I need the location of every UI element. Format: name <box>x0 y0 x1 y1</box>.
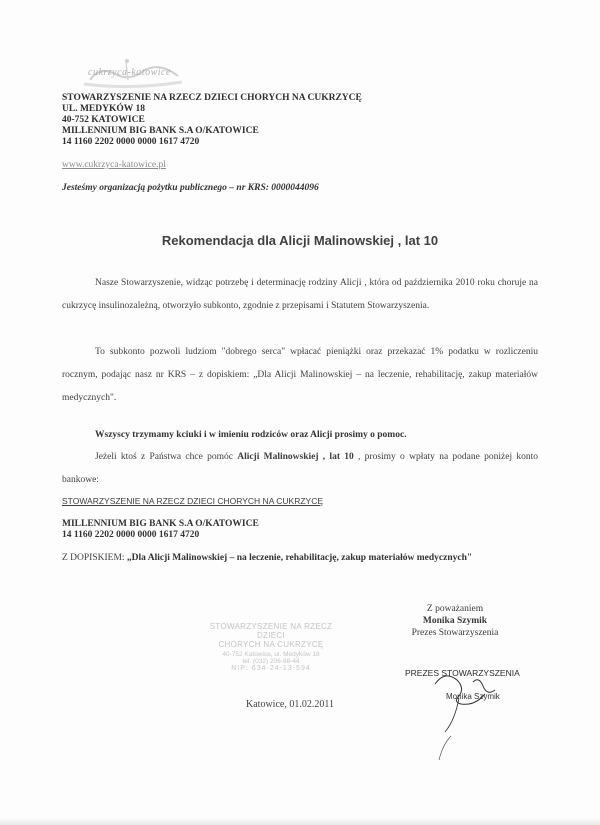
org-bank: MILLENNIUM BIG BANK S.A O/KATOWICE <box>62 126 259 136</box>
letter-title: Rekomendacja dla Alicji Malinowskiej , lat 10 <box>161 233 439 248</box>
logo-text: cukrzyca-katowice <box>88 67 171 78</box>
closing-name: Monika Szymik <box>422 616 488 626</box>
organization-stamp <box>196 622 346 672</box>
paragraph-2: To subkonto pozwoli ludziom "dobrego serca" wpłacać pieniążki oraz przekazać 1% podatku w rozliczeniu rocznym, podając nasz nr KRS – z dopiskiem: „Dla Alicji Malinowskiej – na leczenie, rehabilitację, zakup materiałów medycznych". <box>62 347 538 403</box>
stamp-line-2: CHORYCH NA CUKRZYCĘ <box>218 640 324 649</box>
stamp-line-5: NIP: 634-24-13-594 <box>231 665 311 672</box>
closing-regards: Z poważaniem <box>426 604 484 614</box>
stamp-line-4: tel. (032) 206-98-44 <box>242 658 300 665</box>
org-street: UL. MEDYKÓW 18 <box>62 104 145 114</box>
scan-edge <box>0 817 600 825</box>
handwritten-signature-icon <box>415 640 525 770</box>
paragraph-4-end: , prosimy o wpłaty na podane poniżej konto bankowe: <box>62 452 538 485</box>
bank-details <box>62 519 259 541</box>
bank-account-number: 14 1160 2202 0000 0000 1617 4720 <box>62 530 200 540</box>
paragraph-1: Nasze Stowarzyszenie, widząc potrzebę i determinację rodziny Alicji , która od października 2010 roku choruje na cukrzycę insulinozależną, otworzyło subkonto, zgodnie z przepisami i Statutem Stowarzyszenia. <box>62 278 538 311</box>
closing-role: Prezes Stowarzyszenia <box>411 628 499 638</box>
paragraph-4-child-name: Alicji Malinowskiej , lat 10 <box>237 452 354 462</box>
stamp-line-3: 40-752 Katowice, ul. Medyków 18 <box>222 651 320 658</box>
bank-name: MILLENNIUM BIG BANK S.A O/KATOWICE <box>62 519 259 529</box>
org-city: 40-752 KATOWICE <box>62 115 145 125</box>
stamp-line-1: STOWARZYSZENIE NA RZECZ DZIECI <box>209 622 333 640</box>
place-and-date: Katowice, 01.02.2011 <box>246 699 334 710</box>
president-stamp-name: Monika Szymik <box>446 692 500 701</box>
org-name: STOWARZYSZENIE NA RZECZ DZIECI CHORYCH NA CUKRZYCĘ <box>62 93 362 103</box>
letterhead <box>62 93 362 148</box>
president-stamp-title: PREZES STOWARZYSZENIA <box>405 668 520 678</box>
paragraph-4-start: Jeżeli ktoś z Państwa chce pomóc <box>95 452 238 462</box>
transfer-note-label: Z DOPISKIEM: <box>62 553 127 563</box>
paragraph-4 <box>62 446 538 492</box>
website-link[interactable]: www.cukrzyca-katowice.pl <box>62 160 166 170</box>
closing-block <box>395 603 515 639</box>
account-holder-name: STOWARZYSZENIE NA RZECZ DZIECI CHORYCH NA CUKRZYCĘ <box>62 496 324 506</box>
transfer-note <box>62 553 472 563</box>
org-account: 14 1160 2202 0000 0000 1617 4720 <box>62 137 200 147</box>
public-benefit-line: Jesteśmy organizacją pożytku publicznego – nr KRS: 0000044096 <box>62 183 319 193</box>
transfer-note-text: „Dla Alicji Malinowskiej – na leczenie, rehabilitację, zakup materiałów medycznych" <box>126 553 473 563</box>
paragraph-3: Wszyscy trzymamy kciuki i w imieniu rodziców oraz Alicji prosimy o pomoc. <box>95 430 407 440</box>
